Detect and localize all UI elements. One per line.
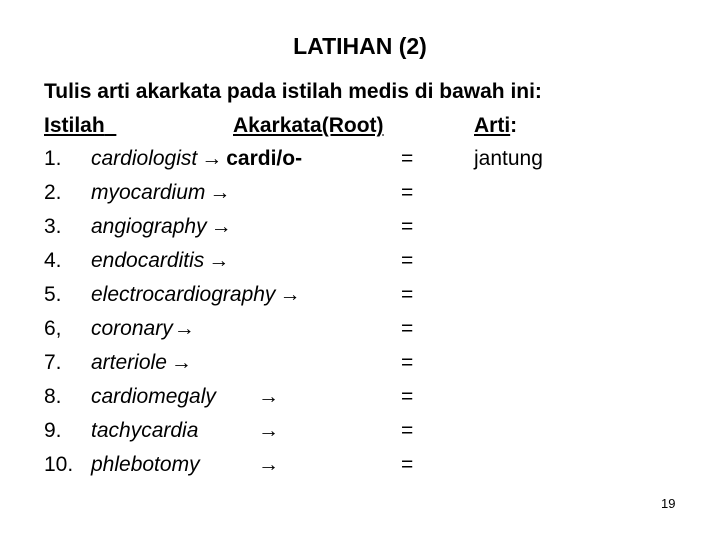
- instruction-text: Tulis arti akarkata pada istilah medis di bawah ini:: [44, 80, 542, 103]
- term-with-arrow: [91, 215, 232, 239]
- term-row-6: [0, 317, 720, 350]
- term-text: phlebotomy: [91, 453, 200, 476]
- equals-sign: =: [401, 283, 414, 306]
- term-with-arrow: [91, 249, 229, 273]
- term-text: tachycardia: [91, 419, 199, 442]
- arrow-icon: →: [279, 283, 301, 306]
- row-number: 1.: [44, 147, 62, 170]
- term-text: cardiologist: [91, 147, 198, 170]
- row-number: 7.: [44, 351, 62, 374]
- arrow-icon: →: [173, 317, 195, 340]
- term-row-8: [0, 385, 720, 418]
- arrow-icon: →: [209, 181, 231, 204]
- arrow-icon: →: [210, 215, 232, 238]
- header-term: Istilah: [44, 114, 105, 137]
- term-text: coronary: [91, 317, 173, 340]
- arrow-icon: →: [258, 453, 279, 476]
- meaning-text: jantung: [474, 147, 543, 170]
- term-row-3: [0, 215, 720, 248]
- term-row-9: [0, 419, 720, 452]
- equals-sign: =: [401, 453, 414, 476]
- row-number: 9.: [44, 419, 62, 442]
- row-number: 2.: [44, 181, 62, 204]
- row-number: 10.: [44, 453, 74, 476]
- row-number: 6,: [44, 317, 62, 340]
- term-row-5: [0, 283, 720, 316]
- equals-sign: =: [401, 385, 414, 408]
- term-with-arrow: [91, 317, 195, 341]
- arrow-icon: →: [208, 249, 230, 272]
- term-with-arrow: [91, 181, 230, 205]
- equals-sign: =: [401, 181, 414, 204]
- row-number: 5.: [44, 283, 62, 306]
- row-number: 3.: [44, 215, 62, 238]
- term-text: myocardium: [91, 181, 206, 204]
- arrow-icon: →: [258, 385, 279, 408]
- header-root: Akarkata(Root): [233, 114, 384, 137]
- term-text: electrocardiography: [91, 283, 276, 306]
- term-with-arrow: [91, 283, 300, 307]
- term-row-1: [0, 147, 720, 180]
- term-row-10: [0, 453, 720, 486]
- equals-sign: =: [401, 419, 414, 442]
- equals-sign: =: [401, 249, 414, 272]
- term-with-arrow: [91, 147, 302, 171]
- term-row-7: [0, 351, 720, 384]
- page-number: 19: [661, 496, 676, 511]
- term-row-2: [0, 181, 720, 214]
- term-text: angiography: [91, 215, 207, 238]
- term-with-arrow: [91, 351, 192, 375]
- equals-sign: =: [401, 351, 414, 374]
- arrow-icon: →: [258, 419, 279, 442]
- arrow-icon: →: [201, 147, 223, 170]
- row-number: 8.: [44, 385, 62, 408]
- term-text: cardiomegaly: [91, 385, 216, 408]
- root-text: cardi/o-: [226, 147, 303, 170]
- term-text: endocarditis: [91, 249, 205, 272]
- equals-sign: =: [401, 215, 414, 238]
- equals-sign: =: [401, 147, 414, 170]
- row-number: 4.: [44, 249, 62, 272]
- arrow-icon: →: [170, 351, 192, 374]
- term-row-4: [0, 249, 720, 282]
- slide-title: LATIHAN (2): [293, 33, 427, 59]
- term-text: arteriole: [91, 351, 167, 374]
- header-meaning: Arti:: [474, 114, 518, 137]
- equals-sign: =: [401, 317, 414, 340]
